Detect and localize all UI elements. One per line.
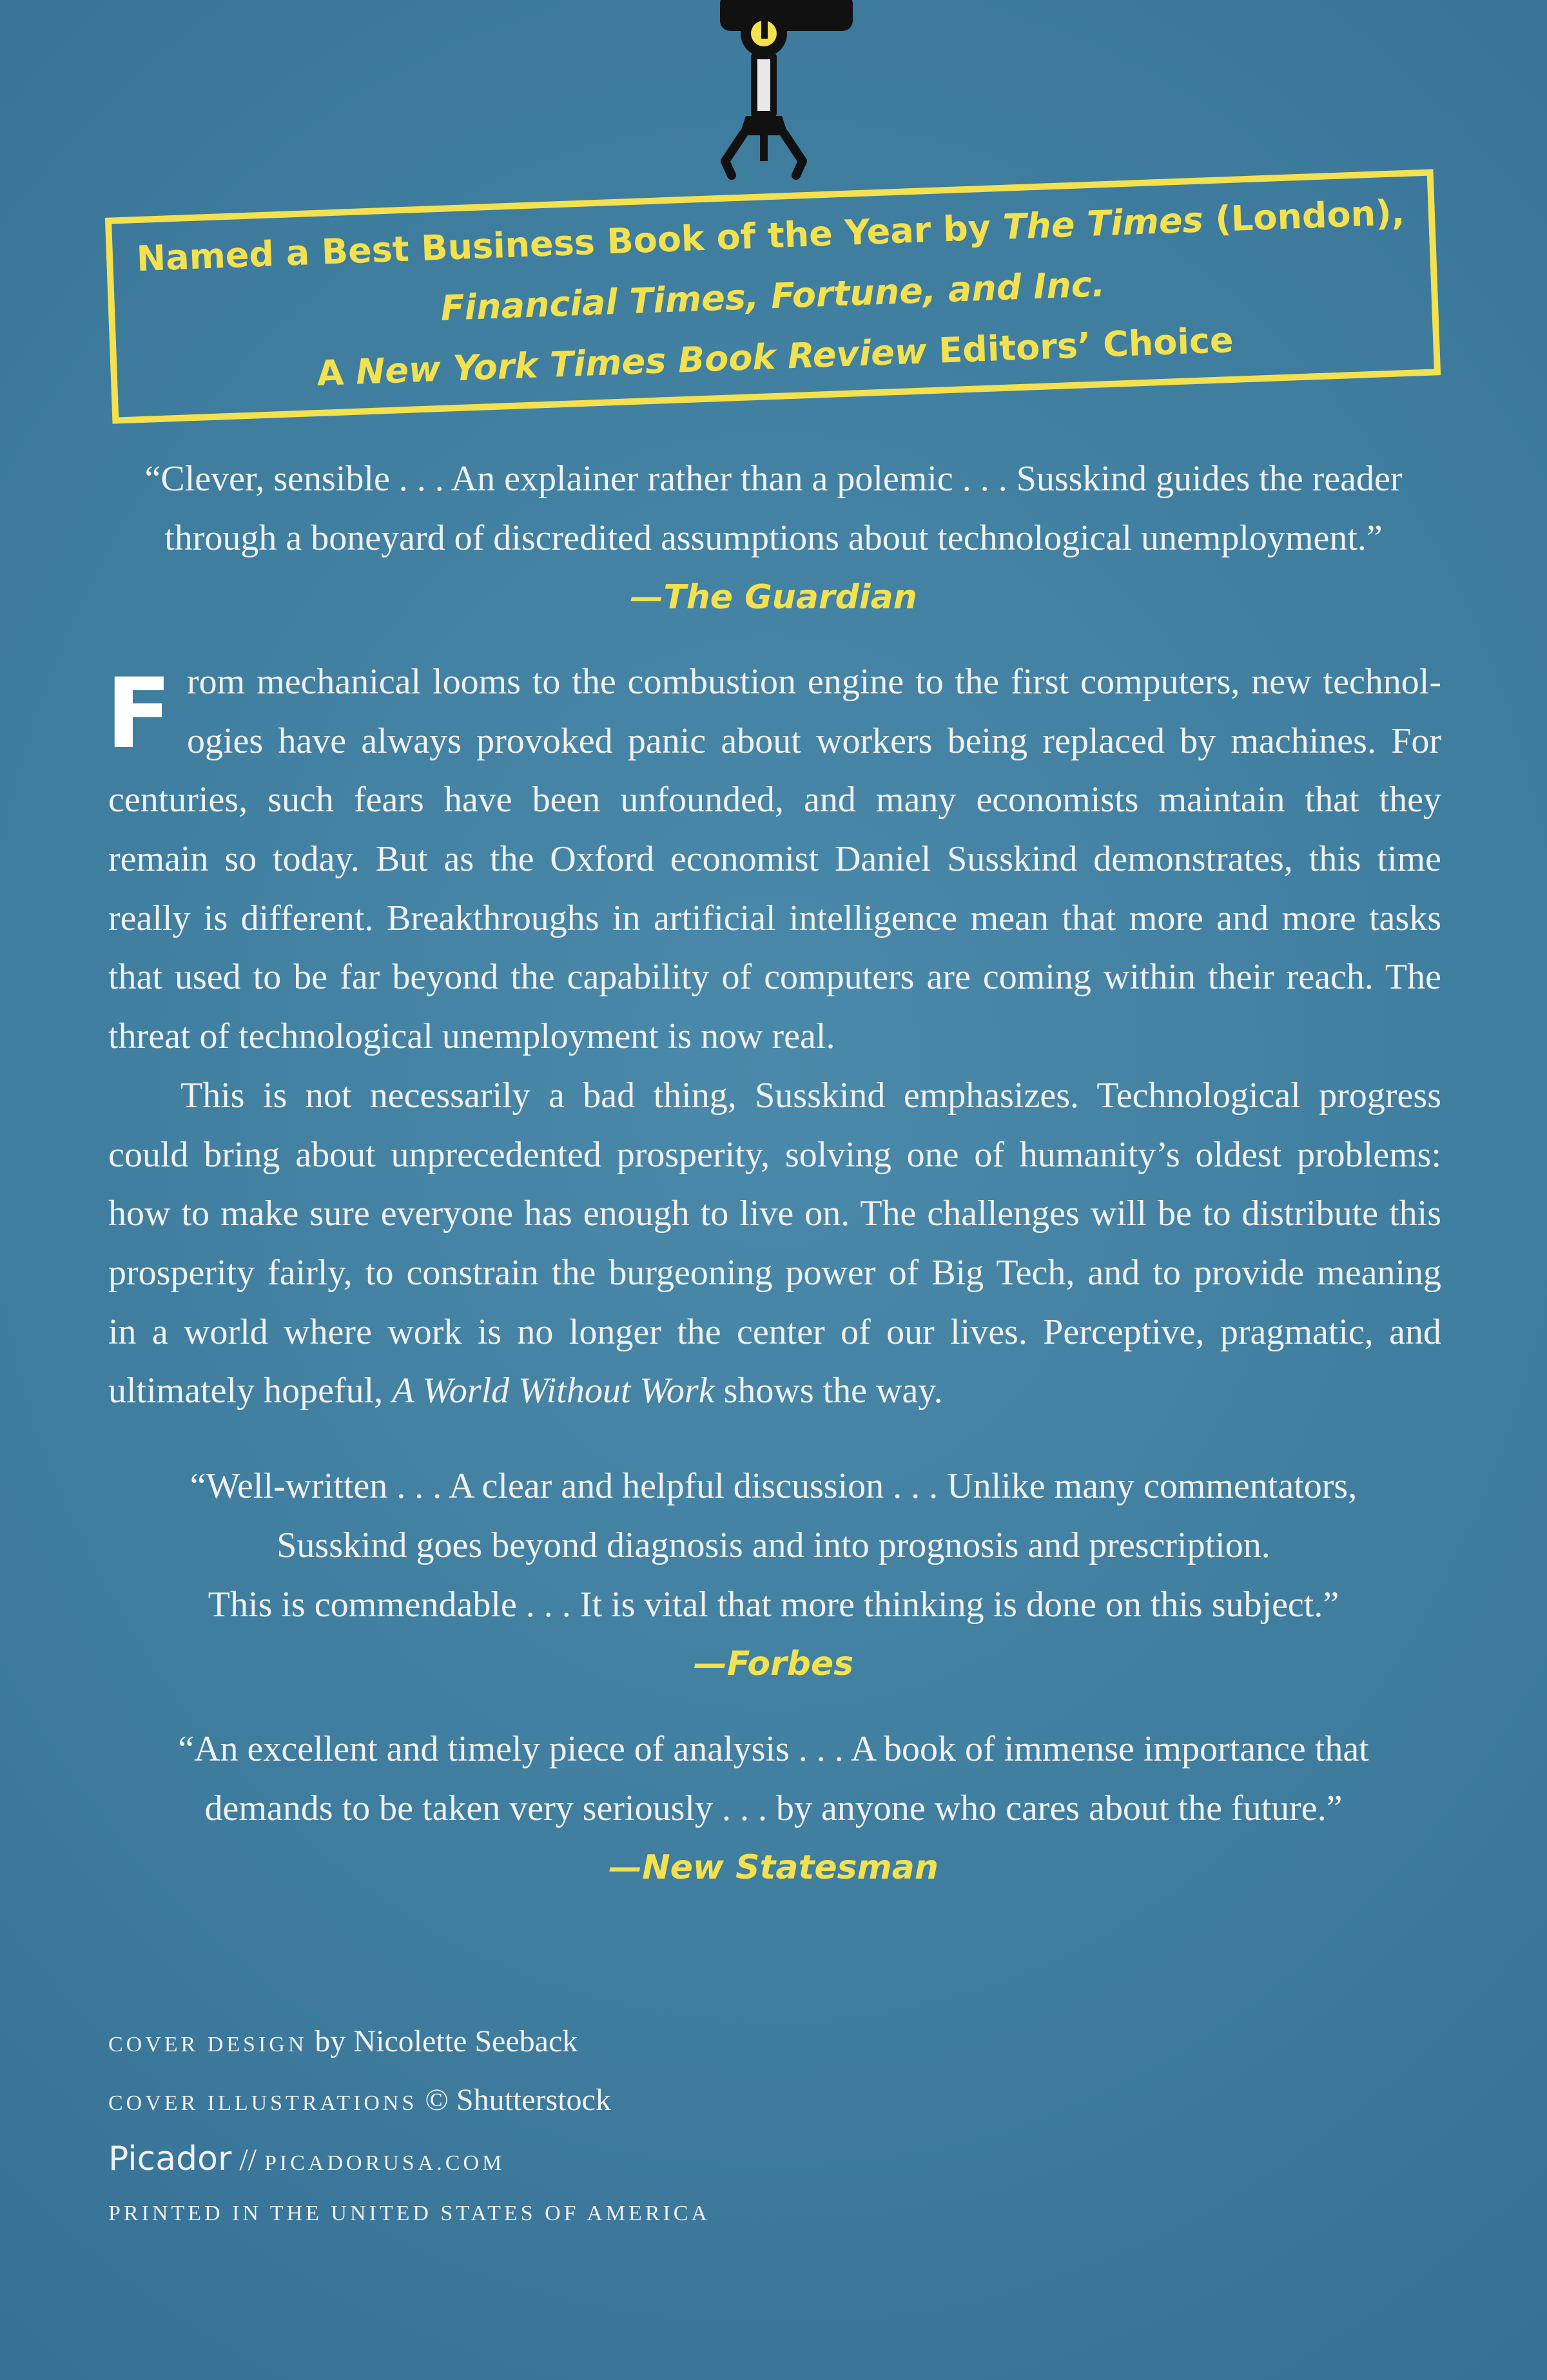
book-title: A World Without Work bbox=[392, 1371, 715, 1411]
credits bbox=[108, 2014, 710, 2233]
book-description: F rom mechanical looms to the combustion engine to the first computers, new technol- ogies have always provoked panic about workers being replaced by machines. For centuries, such fears have been unfounded, and many economists maintain that they remain so today. But as the Oxford economist Daniel Susskind demonstrates, this time really is different. Breakthroughs in artificial intelligence mean that more and more tasks that used to be far beyond the capability of computers are coming within their reach. The threat of technological unemployment is now real. This is not necessarily a bad thing, Susskind emphasizes. Technological progress could bring about unprecedented prosperity, solving one of humanity’s oldest problems: how to make sure everyone has enough to live on. The challenges will be to distribute this prosperity fairly, to constrain the burgeoning power of Big Tech, and to provide meaning in a world where work is no longer the center of our lives. Perceptive, pragmatic, and ultimately hopeful, A World Without Work shows the way. bbox=[108, 653, 1441, 1421]
cover-design-credit: COVER DESIGN by Nicolette Seeback bbox=[108, 2024, 578, 2058]
drop-cap: F bbox=[106, 658, 172, 770]
cover-illustrations-credit: COVER ILLUSTRATIONS © Shutterstock bbox=[108, 2083, 611, 2117]
guardian-quote: “Clever, sensible . . . An explainer rather than a polemic . . . Susskind guides the reader through a boneyard of discredited assumptions about technological unemployment.” —The Guardian bbox=[77, 449, 1470, 627]
new-statesman-quote: “An excellent and timely piece of analysis . . . A book of immense importance that demands to be taken very seriously . . . by anyone who cares about the future.” —New Statesman bbox=[77, 1719, 1470, 1897]
award-line-3: A New York Times Book Review Editors’ Choice bbox=[316, 319, 1234, 394]
quote-attribution: —New Statesman bbox=[608, 1848, 939, 1887]
award-line-1: Named a Best Business Book of the Year by The Times (London), bbox=[135, 192, 1406, 280]
robot-claw-icon bbox=[712, 0, 861, 180]
awards-box bbox=[105, 169, 1441, 423]
award-line-2: Financial Times, Fortune, and Inc. bbox=[440, 264, 1106, 329]
quote-attribution: —The Guardian bbox=[630, 578, 917, 617]
description-last-line: ultimately hopeful, A World Without Work shows the way. bbox=[108, 1371, 943, 1411]
publisher-line: Picador // PICADORUSA.COM bbox=[108, 2140, 505, 2178]
publisher-logo: Picador bbox=[108, 2140, 232, 2178]
printed-in-notice: PRINTED IN THE UNITED STATES OF AMERICA bbox=[108, 2201, 710, 2225]
publisher-website: PICADORUSA.COM bbox=[264, 2151, 505, 2175]
quote-attribution: —Forbes bbox=[693, 1645, 854, 1683]
forbes-quote: “Well-written . . . A clear and helpful discussion . . . Unlike many commentators, Susskind goes beyond diagnosis and into prognosis and prescription. This is commendable . . . It is vital that more thinking is done on this subject.” —Forbes bbox=[77, 1456, 1470, 1694]
